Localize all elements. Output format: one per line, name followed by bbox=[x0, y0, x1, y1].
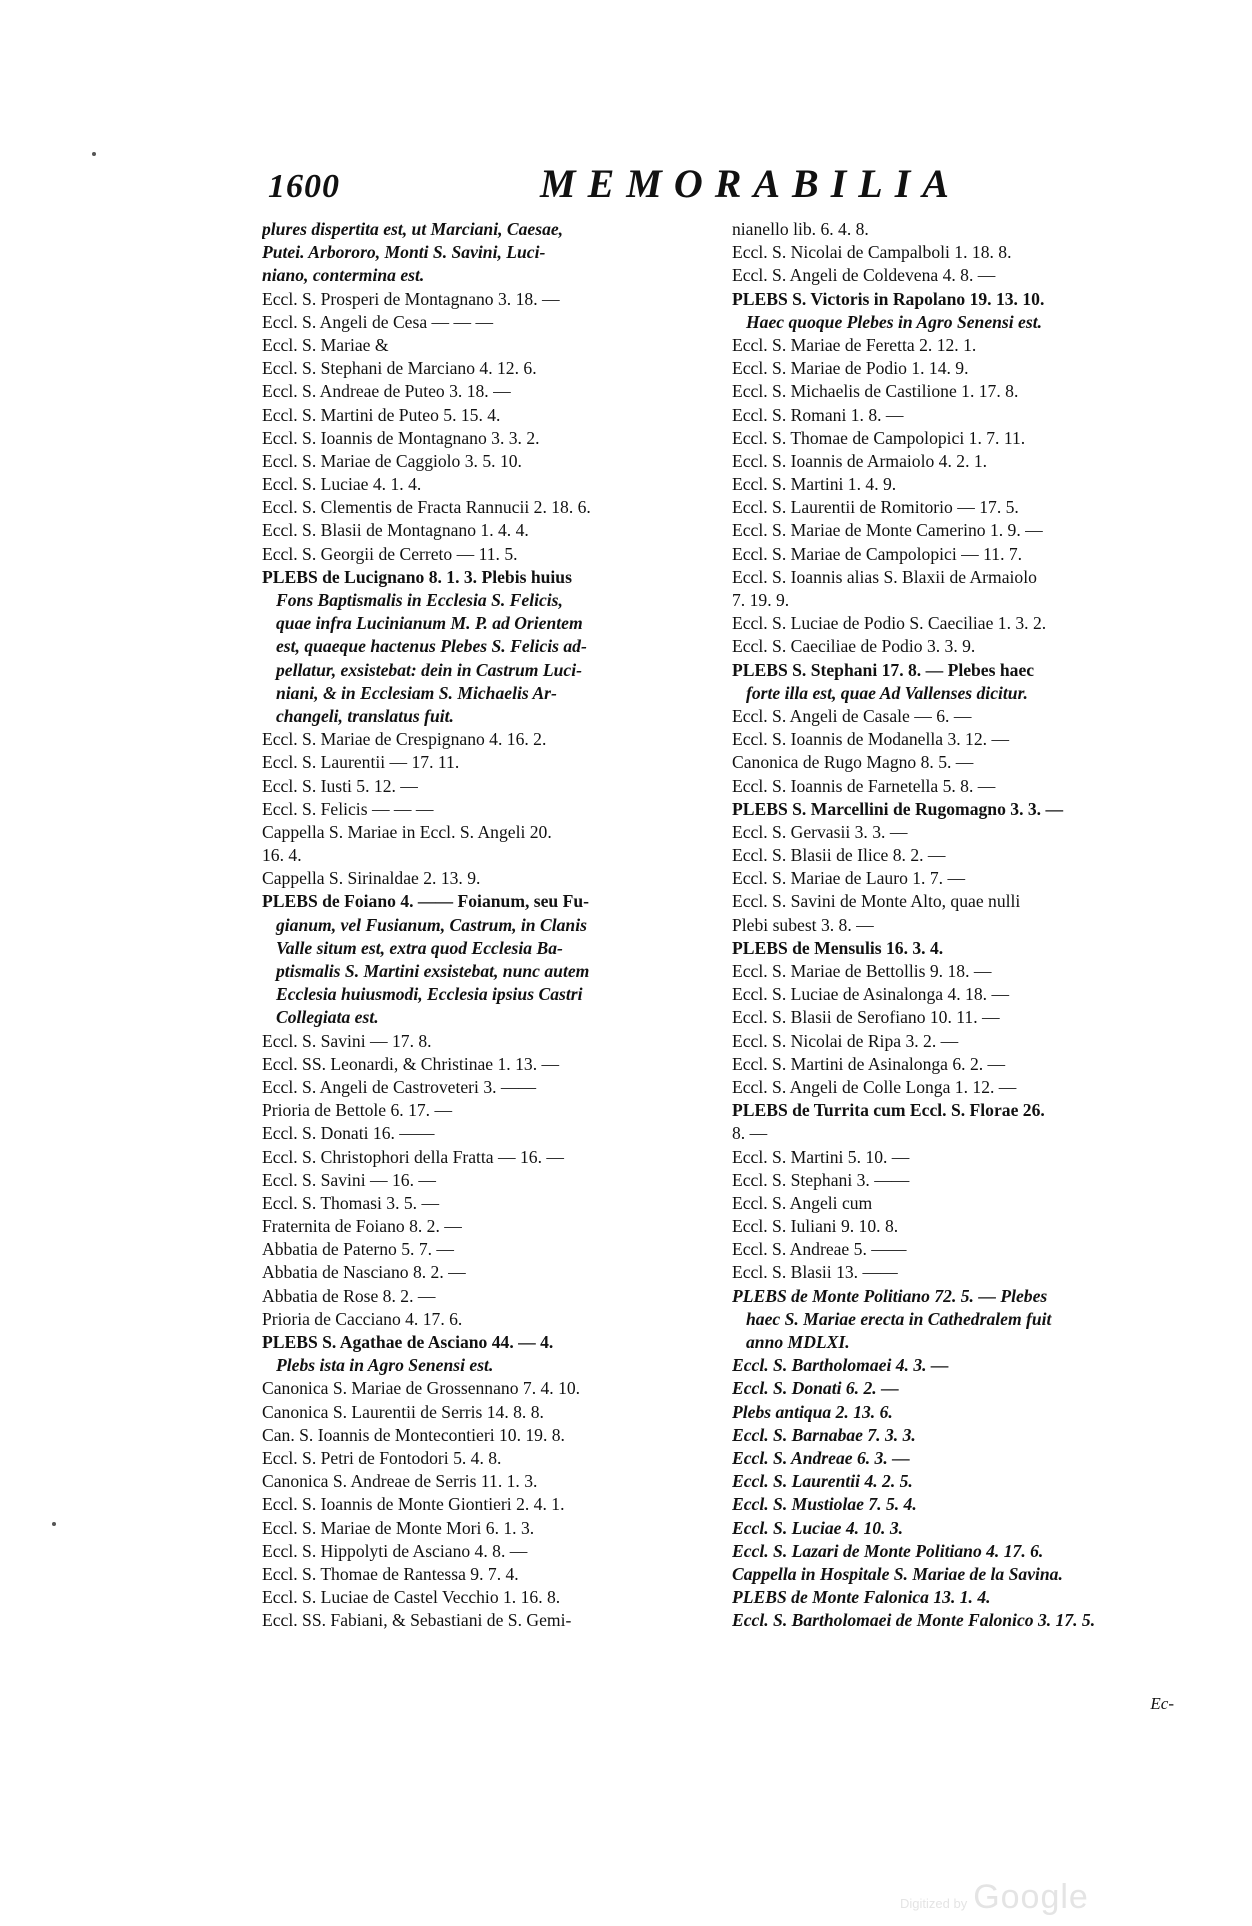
entry-line: Eccl. S. Mariae de Feretta 2. 12. 1. bbox=[732, 334, 977, 355]
entry-line: Eccl. S. Laurentii de Romitorio — 17. 5. bbox=[732, 497, 1019, 518]
entry-line: changeli, translatus fuit. bbox=[276, 705, 454, 726]
entry-line: Eccl. S. Mariae de Campolopici — 11. 7. bbox=[732, 543, 1023, 564]
entry-line: Canonica de Rugo Magno 8. 5. — bbox=[732, 752, 974, 773]
entry-line: Eccl. S. Luciae de Asinalonga 4. 18. — bbox=[732, 984, 1010, 1005]
entry-line: PLEBS S. Marcellini de Rugomagno 3. 3. — bbox=[732, 798, 1064, 819]
entry-line: Eccl. S. Donati 6. 2. — bbox=[732, 1378, 899, 1399]
entry-line: Abbatia de Rose 8. 2. — bbox=[262, 1285, 436, 1306]
entry-line: Eccl. S. Mariae de Monte Camerino 1. 9. — bbox=[732, 520, 1043, 541]
left-column bbox=[262, 218, 702, 1632]
google-watermark bbox=[900, 1878, 1089, 1917]
entry-line: Eccl. S. Bartholomaei de Monte Falonico 3. 17. 5. bbox=[732, 1610, 1096, 1631]
entry-line: Eccl. S. Mariae de Crespignano 4. 16. 2. bbox=[262, 729, 547, 750]
entry-line: Prioria de Cacciano 4. 17. 6. bbox=[262, 1308, 463, 1329]
entry-line: Eccl. S. Thomae de Campolopici 1. 7. 11. bbox=[732, 427, 1026, 448]
entry-line: Eccl. S. Gervasii 3. 3. — bbox=[732, 821, 908, 842]
entry-line: Eccl. S. Christophori della Fratta — 16. — bbox=[262, 1146, 564, 1167]
entry-line: Eccl. S. Martini de Asinalonga 6. 2. — bbox=[732, 1053, 1006, 1074]
entry-line: Eccl. S. Blasii 13. —— bbox=[732, 1262, 898, 1283]
entry-line: Eccl. S. Prosperi de Montagnano 3. 18. — bbox=[262, 288, 560, 309]
entry-line: Haec quoque Plebes in Agro Senensi est. bbox=[746, 311, 1043, 332]
entry-line: Canonica S. Mariae de Grossennano 7. 4. 10. bbox=[262, 1378, 581, 1399]
entry-line: Eccl. S. Stephani de Marciano 4. 12. 6. bbox=[262, 358, 537, 379]
running-head: MEMORABILIA bbox=[540, 161, 961, 206]
watermark-prefix: Digitized by bbox=[900, 1896, 968, 1911]
entry-line: ptismalis S. Martini exsistebat, nunc autem bbox=[276, 961, 590, 981]
entry-line: nianello lib. 6. 4. 8. bbox=[732, 219, 869, 239]
entry-line: PLEBS de Mensulis 16. 3. 4. bbox=[732, 937, 944, 958]
entry-line: Eccl. S. Ioannis de Armaiolo 4. 2. 1. bbox=[732, 450, 988, 471]
entry-line: Eccl. S. Savini — 16. — bbox=[262, 1169, 436, 1190]
entry-line: Eccl. S. Blasii de Serofiano 10. 11. — bbox=[732, 1007, 1000, 1028]
entry-line: Eccl. S. Hippolyti de Asciano 4. 8. — bbox=[262, 1540, 528, 1561]
entry-line: Eccl. S. Ioannis de Montagnano 3. 3. 2. bbox=[262, 427, 540, 448]
entry-line: forte illa est, quae Ad Vallenses dicitur. bbox=[746, 682, 1028, 703]
entry-line: Eccl. S. Mustiolae 7. 5. 4. bbox=[732, 1494, 917, 1515]
entry-line: Can. S. Ioannis de Montecontieri 10. 19. 8. bbox=[262, 1424, 565, 1445]
entry-line: PLEBS de Turrita cum Eccl. S. Florae 26. bbox=[732, 1100, 1045, 1121]
entry-line: Eccl. S. Caeciliae de Podio 3. 3. 9. bbox=[732, 636, 976, 657]
entry-line: Eccl. S. Laurentii 4. 2. 5. bbox=[732, 1471, 913, 1492]
entry-line: Eccl. S. Martini 5. 10. — bbox=[732, 1146, 910, 1167]
entry-line: PLEBS S. Stephani 17. 8. — Plebes haec bbox=[732, 659, 1035, 680]
entry-line: PLEBS S. Victoris in Rapolano 19. 13. 10. bbox=[732, 288, 1045, 309]
entry-line: Eccl. S. Ioannis de Farnetella 5. 8. — bbox=[732, 775, 996, 796]
entry-line: Cappella in Hospitale S. Mariae de la Savina. bbox=[732, 1563, 1063, 1584]
entry-line: PLEBS de Monte Politiano 72. 5. — Plebes bbox=[732, 1285, 1048, 1306]
entry-line: Eccl. S. Andreae 6. 3. — bbox=[732, 1447, 910, 1468]
entry-line: 16. 4. bbox=[262, 845, 302, 866]
entry-line: Eccl. S. Georgii de Cerreto — 11. 5. bbox=[262, 543, 518, 564]
entry-line: Eccl. S. Mariae & bbox=[262, 334, 389, 355]
entry-line: PLEBS S. Agathae de Asciano 44. — 4. bbox=[262, 1332, 554, 1352]
entry-line: Fons Baptismalis in Ecclesia S. Felicis, bbox=[276, 590, 563, 610]
right-column bbox=[732, 218, 1192, 1632]
entry-line: Eccl. S. Luciae 4. 1. 4. bbox=[262, 474, 422, 495]
entry-line: quae infra Lucinianum M. P. ad Orientem bbox=[276, 613, 583, 634]
entry-line: Eccl. SS. Fabiani, & Sebastiani de S. Gemi- bbox=[262, 1610, 572, 1631]
entry-line: Eccl. S. Laurentii — 17. 11. bbox=[262, 752, 460, 773]
entry-line: niano, contermina est. bbox=[262, 265, 425, 286]
entry-line: Ecclesia huiusmodi, Ecclesia ipsius Castri bbox=[276, 984, 583, 1005]
entry-line: Eccl. S. Mariae de Monte Mori 6. 1. 3. bbox=[262, 1517, 535, 1538]
entry-line: Canonica S. Laurentii de Serris 14. 8. 8. bbox=[262, 1401, 544, 1422]
entry-line: Eccl. S. Martini de Puteo 5. 15. 4. bbox=[262, 404, 501, 425]
paper-speck bbox=[52, 1522, 56, 1526]
entry-line: Eccl. S. Stephani 3. —— bbox=[732, 1169, 910, 1190]
entry-line: Eccl. S. Ioannis de Monte Giontieri 2. 4. 1. bbox=[262, 1494, 565, 1515]
entry-line: Eccl. S. Mariae de Podio 1. 14. 9. bbox=[732, 358, 969, 379]
entry-line: Eccl. S. Luciae 4. 10. 3. bbox=[732, 1517, 904, 1538]
entry-line: Eccl. S. Blasii de Montagnano 1. 4. 4. bbox=[262, 520, 529, 541]
entry-line: Fraternita de Foiano 8. 2. — bbox=[262, 1216, 462, 1237]
entry-line: Eccl. S. Angeli de Coldevena 4. 8. — bbox=[732, 265, 996, 286]
page-number: 1600 bbox=[268, 168, 340, 205]
entry-line: Eccl. S. Michaelis de Castilione 1. 17. 8. bbox=[732, 381, 1019, 402]
entry-line: Plebs antiqua 2. 13. 6. bbox=[732, 1401, 893, 1422]
entry-line: Eccl. S. Angeli de Castroveteri 3. —— bbox=[262, 1076, 537, 1097]
entry-line: Eccl. S. Savini de Monte Alto, quae nulli bbox=[732, 891, 1021, 912]
entry-line: Eccl. S. Ioannis de Modanella 3. 12. — bbox=[732, 729, 1010, 750]
entry-line: Eccl. S. Thomae de Rantessa 9. 7. 4. bbox=[262, 1563, 519, 1584]
entry-line: Eccl. S. Mariae de Caggiolo 3. 5. 10. bbox=[262, 450, 522, 471]
entry-line: Cappella S. Sirinaldae 2. 13. 9. bbox=[262, 868, 481, 889]
entry-line: 7. 19. 9. bbox=[732, 590, 790, 610]
entry-line: Eccl. S. Nicolai de Campalboli 1. 18. 8. bbox=[732, 242, 1012, 263]
entry-line: 8. — bbox=[732, 1123, 768, 1144]
entry-line: Eccl. S. Blasii de Ilice 8. 2. — bbox=[732, 845, 946, 866]
entry-line: Putei. Arbororo, Monti S. Savini, Luci- bbox=[262, 242, 546, 263]
entry-line: niani, & in Ecclesiam S. Michaelis Ar- bbox=[276, 682, 557, 703]
entry-line: Eccl. S. Ioannis alias S. Blaxii de Armaiolo bbox=[732, 566, 1037, 587]
watermark-brand: Google bbox=[973, 1878, 1089, 1916]
entry-line: plures dispertita est, ut Marciani, Caesae, bbox=[262, 219, 564, 239]
entry-line: Eccl. S. Thomasi 3. 5. — bbox=[262, 1192, 440, 1213]
entry-line: haec S. Mariae erecta in Cathedralem fuit bbox=[746, 1308, 1052, 1329]
entry-line: pellatur, exsistebat: dein in Castrum Luci- bbox=[276, 659, 582, 680]
entry-line: Eccl. S. Lazari de Monte Politiano 4. 17. 6. bbox=[732, 1540, 1044, 1561]
entry-line: Eccl. S. Nicolai de Ripa 3. 2. — bbox=[732, 1030, 959, 1051]
entry-line: anno MDLXI. bbox=[746, 1332, 850, 1352]
entry-line: Eccl. S. Bartholomaei 4. 3. — bbox=[732, 1355, 949, 1376]
entry-line: Collegiata est. bbox=[276, 1007, 379, 1028]
entry-line: Eccl. S. Clementis de Fracta Rannucii 2. 18. 6. bbox=[262, 497, 591, 518]
entry-line: PLEBS de Lucignano 8. 1. 3. Plebis huius bbox=[262, 566, 572, 587]
catchword: Ec- bbox=[1150, 1694, 1174, 1713]
entry-line: Eccl. S. Felicis — — — bbox=[262, 798, 434, 819]
entry-line: PLEBS de Monte Falonica 13. 1. 4. bbox=[732, 1587, 991, 1608]
entry-line: Prioria de Bettole 6. 17. — bbox=[262, 1100, 453, 1121]
entry-line: Eccl. S. Romani 1. 8. — bbox=[732, 404, 904, 425]
entry-line: Eccl. S. Luciae de Castel Vecchio 1. 16. 8. bbox=[262, 1587, 561, 1608]
entry-line: Eccl. S. Angeli cum bbox=[732, 1192, 873, 1213]
entry-line: Plebs ista in Agro Senensi est. bbox=[276, 1355, 494, 1376]
entry-line: Eccl. S. Mariae de Lauro 1. 7. — bbox=[732, 868, 966, 889]
entry-line: PLEBS de Foiano 4. —— Foianum, seu Fu- bbox=[262, 891, 589, 912]
entry-line: Eccl. S. Luciae de Podio S. Caeciliae 1. 3. 2. bbox=[732, 613, 1047, 634]
entry-line: Eccl. S. Mariae de Bettollis 9. 18. — bbox=[732, 961, 992, 981]
entry-line: Eccl. S. Petri de Fontodori 5. 4. 8. bbox=[262, 1447, 502, 1468]
entry-line: Eccl. S. Iusti 5. 12. — bbox=[262, 775, 418, 796]
entry-line: est, quaeque hactenus Plebes S. Felicis ad- bbox=[276, 636, 587, 657]
entry-line: Valle situm est, extra quod Ecclesia Ba- bbox=[276, 937, 563, 958]
entry-line: Eccl. S. Andreae 5. —— bbox=[732, 1239, 907, 1260]
entry-line: Plebi subest 3. 8. — bbox=[732, 914, 874, 935]
entry-line: Eccl. S. Barnabae 7. 3. 3. bbox=[732, 1424, 916, 1445]
entry-line: Eccl. S. Iuliani 9. 10. 8. bbox=[732, 1216, 899, 1237]
entry-line: Abbatia de Nasciano 8. 2. — bbox=[262, 1262, 466, 1283]
entry-line: Abbatia de Paterno 5. 7. — bbox=[262, 1239, 455, 1260]
entry-line: Eccl. S. Angeli de Cesa — — — bbox=[262, 311, 494, 332]
entry-line: Eccl. S. Savini — 17. 8. bbox=[262, 1030, 432, 1051]
entry-line: Eccl. SS. Leonardi, & Christinae 1. 13. — bbox=[262, 1053, 560, 1074]
entry-line: Eccl. S. Angeli de Casale — 6. — bbox=[732, 705, 972, 726]
entry-line: Cappella S. Mariae in Eccl. S. Angeli 20. bbox=[262, 821, 552, 842]
entry-line: Eccl. S. Angeli de Colle Longa 1. 12. — bbox=[732, 1076, 1017, 1097]
entry-line: Eccl. S. Donati 16. —— bbox=[262, 1123, 435, 1144]
paper-speck bbox=[92, 152, 96, 156]
entry-line: Eccl. S. Martini 1. 4. 9. bbox=[732, 474, 897, 495]
entry-line: gianum, vel Fusianum, Castrum, in Clanis bbox=[276, 914, 587, 935]
entry-line: Canonica S. Andreae de Serris 11. 1. 3. bbox=[262, 1471, 538, 1492]
entry-line: Eccl. S. Andreae de Puteo 3. 18. — bbox=[262, 381, 511, 402]
